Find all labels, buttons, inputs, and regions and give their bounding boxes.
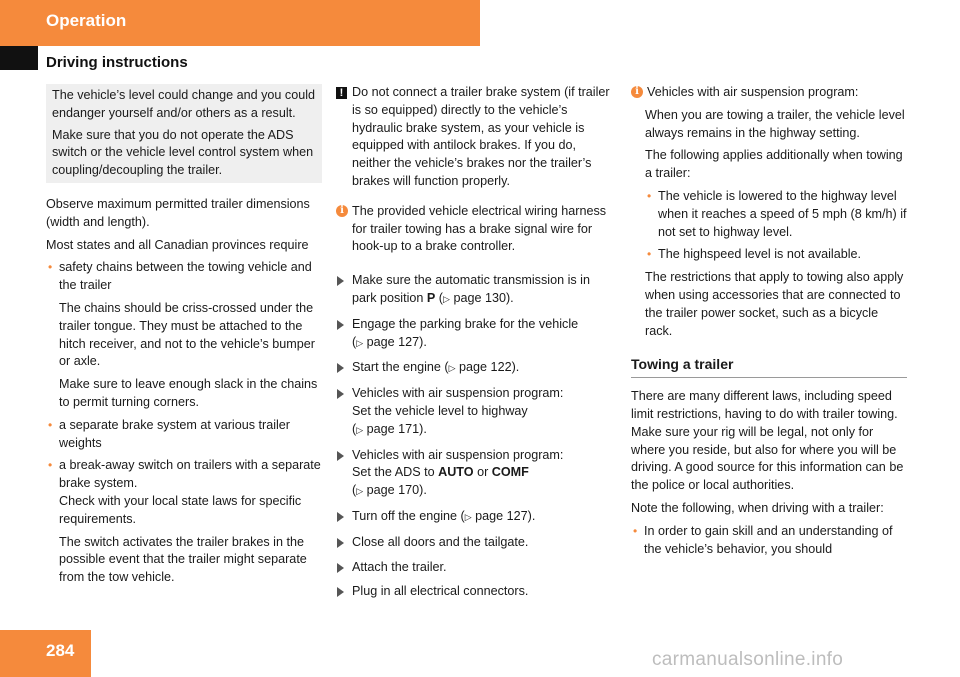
step-item: Make sure the automatic transmission is in park position P (▷ page 130).	[336, 272, 616, 309]
step-arrow-icon	[337, 363, 344, 373]
paragraph: Observe maximum permitted trailer dimensions (width and length).	[46, 196, 310, 229]
step-item: Close all doors and the tailgate.	[336, 534, 616, 552]
warning-icon: !	[336, 87, 347, 99]
step-arrow-icon	[337, 563, 344, 573]
page-reference-triangle-icon: ▷	[464, 511, 472, 522]
column-right	[631, 84, 907, 563]
watermark: carmanualsonline.info	[652, 649, 844, 670]
list-item: • a break-away switch on trailers with a separate brake system. Check with your local state laws for specific requirements.	[48, 458, 321, 526]
bullet-icon: •	[647, 247, 652, 262]
page-reference-link[interactable]: page 170).	[366, 483, 427, 498]
bullet-icon: •	[48, 417, 53, 432]
step-item: Attach the trailer.	[336, 559, 616, 577]
info-text: When you are towing a trailer, the vehicle level always remains in the highway setting.	[645, 107, 905, 140]
page-reference-link[interactable]: page 130).	[453, 290, 514, 305]
bullet-icon: •	[647, 188, 652, 203]
step-arrow-icon	[337, 587, 344, 597]
section-heading: Towing a trailer	[631, 356, 907, 378]
list-item: • a separate brake system at various trailer weights	[48, 417, 290, 450]
list-item-detail: Make sure to leave enough slack in the chains to permit turning corners.	[59, 377, 318, 409]
page-reference-triangle-icon: ▷	[356, 337, 364, 348]
info-note: i Vehicles with air suspension program:	[631, 84, 907, 102]
step-arrow-icon	[337, 389, 344, 399]
step-item: Start the engine (▷ page 122).	[336, 359, 616, 378]
page-reference-triangle-icon: ▷	[356, 424, 364, 435]
list-item: • The vehicle is lowered to the highway level when it reaches a speed of 5 mph (8 km/h) if not set to highway level.	[647, 188, 907, 239]
section-title: Operation	[46, 11, 127, 30]
page-reference-triangle-icon: ▷	[443, 293, 450, 304]
list-item-detail: The chains should be criss-crossed under the trailer tongue. They must be attached to the hitch receiver, and not to the vehicle’s bumper or axle.	[59, 300, 315, 369]
warning-text-2: Make sure that you do not operate the ADS switch or the vehicle level control system when coupling/decoupling the trailer.	[52, 127, 314, 178]
paragraph: Most states and all Canadian provinces require	[46, 237, 309, 252]
list-item: • The highspeed level is not available.	[645, 246, 907, 264]
paragraph: Note the following, when driving with a trailer:	[631, 500, 884, 515]
caution-note: ! Do not connect a trailer brake system (if trailer is so equipped) directly to the vehicle’s hydraulic brake system, as your vehicle is equipped with antilock brakes. If you do, neither the vehicle’s brakes nor the trailer’s brakes will function properly.	[336, 84, 616, 191]
step-arrow-icon	[337, 320, 344, 330]
page-reference-link[interactable]: page 171).	[366, 421, 427, 436]
subsection-title: Driving instructions	[46, 54, 188, 71]
warning-text-1: The vehicle’s level could change and you could endanger yourself and/or others as a result.	[52, 88, 316, 120]
page-reference-link[interactable]: page 122).	[459, 360, 520, 375]
bullet-icon: •	[48, 458, 53, 473]
step-arrow-icon	[337, 512, 344, 522]
subsection-marker	[0, 46, 38, 70]
info-note: i The provided vehicle electrical wiring harness for trailer towing has a brake signal wire for hook-up to a brake controller.	[336, 203, 616, 256]
step-item: Turn off the engine (▷ page 127).	[336, 508, 616, 527]
list-item: • In order to gain skill and an understanding of the vehicle’s behavior, you should	[633, 523, 893, 556]
step-item: Vehicles with air suspension program: Set the vehicle level to highway (▷ page 171).	[336, 385, 616, 439]
page-reference-link[interactable]: page 127).	[475, 508, 536, 523]
paragraph: There are many different laws, including speed limit restrictions, having to do with trailer towing. Make sure your rig will be legal, not only for where you reside, but also for where you will be driving. A good source for this information can be the police or local authorities.	[631, 389, 904, 493]
list-item-detail: The switch activates the trailer brakes in the possible event that the trailer might separate from the tow vehicle.	[59, 534, 307, 585]
page-number: 284	[46, 641, 75, 660]
step-item: Plug in all electrical connectors.	[336, 583, 616, 601]
info-icon: i	[631, 86, 643, 98]
bullet-icon: •	[48, 260, 53, 275]
step-arrow-icon	[337, 276, 344, 286]
info-text: The restrictions that apply to towing also apply when using accessories that are connected to the trailer power socket, such as a bicycle rack.	[645, 270, 904, 338]
step-item: Engage the parking brake for the vehicle (▷ page 127).	[336, 316, 616, 353]
step-arrow-icon	[337, 451, 344, 461]
bullet-icon: •	[633, 523, 638, 538]
warning-box	[46, 84, 322, 183]
info-text: The following applies additionally when towing a trailer:	[645, 148, 903, 181]
page-reference-triangle-icon: ▷	[356, 486, 364, 497]
page-reference-triangle-icon: ▷	[448, 363, 456, 374]
column-left	[46, 84, 322, 592]
column-middle	[336, 84, 616, 608]
page-reference-link[interactable]: page 127).	[366, 334, 427, 349]
info-icon: i	[336, 205, 348, 217]
list-item: • safety chains between the towing vehicle and the trailer	[48, 260, 312, 293]
step-arrow-icon	[337, 538, 344, 548]
step-item: Vehicles with air suspension program: Set the ADS to AUTO or COMF (▷ page 170).	[336, 447, 616, 501]
